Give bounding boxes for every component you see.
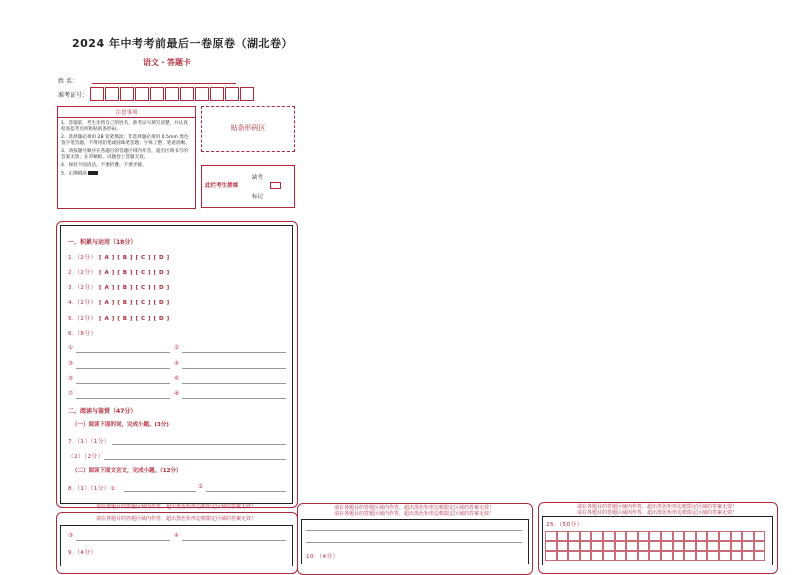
q9-label: 9.（4分） <box>68 550 97 556</box>
answer-line[interactable] <box>206 491 286 492</box>
blank-marker: ⑥ <box>174 376 180 382</box>
choice-row[interactable]: 3.（2分） [ A ] [ B ] [ C ] [ D ] <box>68 285 170 291</box>
choice-row[interactable]: 5.（2分） [ A ] [ B ] [ C ] [ D ] <box>68 316 170 322</box>
blank-line[interactable] <box>76 352 170 353</box>
page-subtitle: 语文・答题卡 <box>143 58 191 67</box>
blank-marker: ④ <box>174 361 180 367</box>
blank-line[interactable] <box>76 368 170 369</box>
blank-line[interactable] <box>182 368 286 369</box>
absent-box <box>201 165 295 208</box>
blank-marker: ③ <box>68 361 74 367</box>
choice-row[interactable]: 1.（2分） [ A ] [ B ] [ C ] [ D ] <box>68 255 170 261</box>
name-label: 姓 名： <box>58 78 78 85</box>
blank-line[interactable] <box>76 383 170 384</box>
answer-line[interactable] <box>112 444 286 445</box>
q25-label: 25.（50分） <box>546 522 583 528</box>
warning-text: 请在各题目的答题区域内作答，超出黑色矩形边框限定区域的答案无效！ <box>95 516 256 522</box>
notice-box <box>57 106 196 209</box>
page-title: 2024 年中考考前最后一卷原卷（湖北卷） <box>72 37 293 50</box>
blank-line[interactable] <box>76 398 170 399</box>
q7-1-label: 7.（1）（1分） <box>68 439 111 445</box>
answer-line[interactable] <box>306 530 522 531</box>
q6-label: 6.（8分） <box>68 331 97 337</box>
absent-checkbox[interactable] <box>270 182 281 189</box>
answer-line[interactable] <box>124 491 196 492</box>
warning-text: 请在各题目的答题区域内作答，超出黑色矩形边框限定区域的答案无效！ <box>95 504 256 510</box>
name-field[interactable] <box>92 83 236 84</box>
notice-item: 5．正确填涂 <box>61 171 192 178</box>
choice-row[interactable]: 4.（2分） [ A ] [ B ] [ C ] [ D ] <box>68 300 170 306</box>
blank-marker: ⑧ <box>174 391 180 397</box>
notice-item: 3．请按题号顺序在各题目的答题区域内作答，超出区域书写的答案无效；在草稿纸、试题卷上答题无效。 <box>61 149 188 160</box>
section2-part1: （一）阅读下面的词，完成小题。(3分) <box>72 422 169 428</box>
barcode-label: 贴条形码区 <box>230 124 266 132</box>
section2-title: 二、阅读与鉴赏（47分） <box>68 408 137 415</box>
warning-text: 请在各题目的答题区域内作答，超出黑色矩形边框限定区域的答案无效！ <box>576 504 737 510</box>
answer-line[interactable] <box>104 459 286 460</box>
filled-sample-icon <box>88 171 98 175</box>
absent-top-label: 缺考 <box>252 175 264 181</box>
choice-row[interactable]: 2.（2分） [ A ] [ B ] [ C ] [ D ] <box>68 270 170 276</box>
answer-line[interactable] <box>306 542 522 543</box>
blank-line[interactable] <box>182 540 286 541</box>
q7-2-label: （2）（2分） <box>68 454 104 460</box>
absent-bottom-label: 标记 <box>252 194 264 200</box>
blank-line[interactable] <box>182 398 286 399</box>
notice-item: 2．选择题必须用 2B 铅笔填涂；非选择题必须用 0.5mm 黑色签字笔答题，不得用铅笔或圆珠笔答题；字体工整、笔迹清晰。 <box>61 135 190 146</box>
warning-text: 请在各题目的答题区域内作答，超出黑色矩形边框限定区域的答案无效！ <box>333 511 494 517</box>
blank-marker: ① <box>68 345 74 351</box>
q8-label: 8.（1）（1分）① <box>68 486 116 492</box>
blank-marker: ② <box>174 345 180 351</box>
exam-no-cells[interactable] <box>90 87 255 101</box>
answer-frame <box>60 525 293 566</box>
warning-text: 请在各题目的答题区域内作答，超出黑色矩形边框限定区域的答案无效！ <box>333 505 494 511</box>
blank-line[interactable] <box>182 352 286 353</box>
blank-line[interactable] <box>76 540 170 541</box>
q10-label: 10.（4分） <box>306 554 339 560</box>
exam-no-label: 准考证号： <box>58 92 89 99</box>
section2-part2: （二）阅读下面文言文，完成小题。（12分） <box>72 468 182 474</box>
barcode-area <box>201 106 295 152</box>
q8-blank2-marker: ② <box>198 484 204 490</box>
warning-text: 请在各题目的答题区域内作答，超出黑色矩形边框限定区域的答案无效！ <box>576 510 737 516</box>
notice-item: 4．保持卡面清洁，不要折叠、不要弄破。 <box>61 163 147 168</box>
section1-title: 一、积累与运用（18分） <box>68 239 137 246</box>
blank-marker: ⑦ <box>68 391 74 397</box>
blank-marker: ④ <box>174 533 180 539</box>
absent-note: 此栏考生禁填 <box>205 183 239 189</box>
notice-heading: 注意事项 <box>58 107 195 118</box>
blank-marker: ⑤ <box>68 376 74 382</box>
notice-item: 1．答题前，考生先将自己的姓名，准考证号填写清楚，并认真检查监考员所粘贴的条形码。 <box>61 121 188 132</box>
composition-grid[interactable] <box>545 531 765 561</box>
blank-marker: ③ <box>68 533 74 539</box>
blank-line[interactable] <box>182 383 286 384</box>
